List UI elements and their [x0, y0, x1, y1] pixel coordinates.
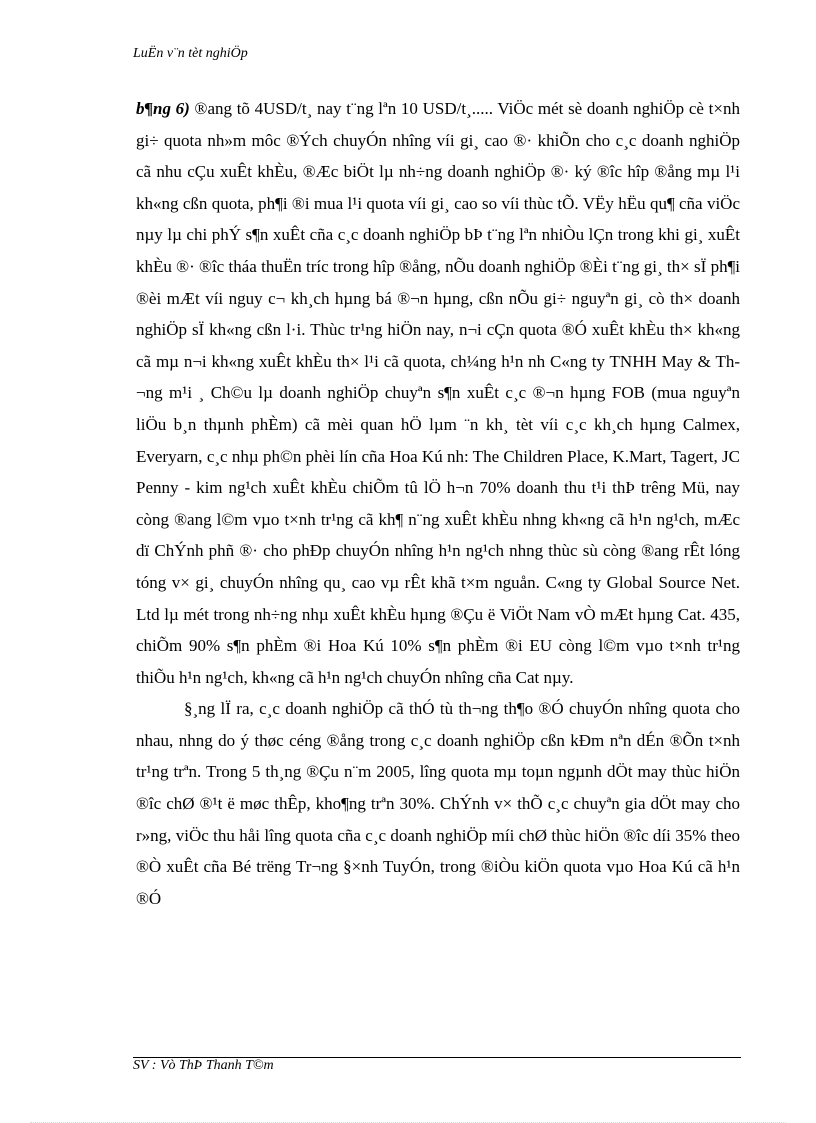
paragraph-lead: b¶ng 6)	[136, 99, 190, 118]
paragraph	[136, 93, 740, 693]
paragraph-text: ®ang tõ 4USD/t¸ nay t¨ng lªn 10 USD/t¸..... ViÖc mét sè doanh nghiÖp cè t×nh gi÷ quota nh»m môc ®Ých chuyÓn nhîng víi gi¸ cao ®· khiÕn cho c¸c doanh nghiÖp cã nhu cÇu xuÊt khÈu, ®Æc biÖt lµ nh÷ng doanh nghiÖp ®· ký ®îc hîp ®ång mµ l¹i kh«ng cßn quota, ph¶i ®i mua l¹i quota víi gi¸ cao so víi thùc tÕ. VËy hËu qu¶ cña viÖc nµy lµ chi phÝ s¶n xuÊt cña c¸c doanh nghiÖp bÞ t¨ng lªn nhiÒu lÇn trong khi gi¸ xuÊt khÈu ®· ®îc tháa thuËn tríc trong hîp ®ång, nÕu doanh nghiÖp ®Èi t¨ng gi¸ th× sÏ ph¶i ®èi mÆt víi nguy c¬ kh¸ch hµng bá ®¬n hµng, cßn nÕu gi÷ nguyªn gi¸ cò th× doanh nghiÖp sÏ kh«ng cßn l·i. Thùc tr¹ng hiÖn nay, n¬i cÇn quota ®Ó xuÊt khÈu th× kh«ng cã mµ n¬i kh«ng xuÊt khÈu th× l¹i cã quota, ch¼ng h¹n nh C«ng ty TNHH May & Th¬ng m¹i ¸ Ch©u lµ doanh nghiÖp chuyªn s¶n xuÊt c¸c ®¬n hµng FOB (mua nguyªn liÖu b¸n thµnh phÈm) cã mèi quan hÖ lµm ¨n kh¸ tèt víi c¸c kh¸ch hµng Calmex, Everyarn, c¸c nhµ ph©n phèi lín cña Hoa Kú nh: The Children Place, K.Mart, Tagert, JC Penny - kim ng¹ch xuÊt khÈu chiÕm tû lÖ h¬n 70% doanh thu t¹i thÞ trêng Mü, nay còng ®ang l©m vµo t×nh tr¹ng cã kh¶ n¨ng xuÊt khÈu nhng kh«ng cã h¹n ng¹ch, mÆc dï ChÝnh phñ ®· cho phÐp chuyÓn nhîng h¹n ng¹ch nhng thùc sù còng ®ang rÊt lóng tóng v× gi¸ chuyÓn nhîng qu¸ cao vµ rÊt khã t×m nguån. C«ng ty Global Source Net. Ltd lµ mét trong nh÷ng nhµ xuÊt khÈu hµng ®Çu ë ViÖt Nam vÒ mÆt hµng Cat. 435, chiÕm 90% s¶n phÈm ®i Hoa Kú 10% s¶n phÈm ®i EU còng l©m vµo t×nh tr¹ng thiÕu h¹n ng¹ch, kh«ng cã h¹n ng¹ch chuyÓn nhîng cña Cat nµy.	[136, 99, 740, 687]
document-body	[136, 93, 740, 914]
paragraph: §¸ng lÏ ra, c¸c doanh nghiÖp cã thÓ tù th¬ng th¶o ®Ó chuyÓn nhîng quota cho nhau, nhng do ý thøc céng ®ång trong c¸c doanh nghiÖp cßn kÐm nªn dÉn ®Õn t×nh tr¹ng trªn. Trong 5 th¸ng ®Çu n¨m 2005, lîng quota mµ toµn ngµnh dÖt may thùc hiÖn ®îc chØ ®¹t ë møc thÊp, kho¶ng trªn 30%. ChÝnh v× thÕ c¸c chuyªn gia dÖt may cho r»ng, viÖc thu håi lîng quota cña c¸c doanh nghiÖp míi chØ thùc hiÖn ®îc díi 35% theo ®Ò xuÊt cña Bé trëng Tr¬ng §×nh TuyÓn, trong ®iÒu kiÖn quota vµo Hoa Kú cã h¹n ®Ó	[136, 699, 740, 908]
page-footer: SV : Vò ThÞ Thanh T©m	[133, 1058, 274, 1073]
page-header: LuËn v¨n tèt nghiÖp	[133, 46, 248, 61]
